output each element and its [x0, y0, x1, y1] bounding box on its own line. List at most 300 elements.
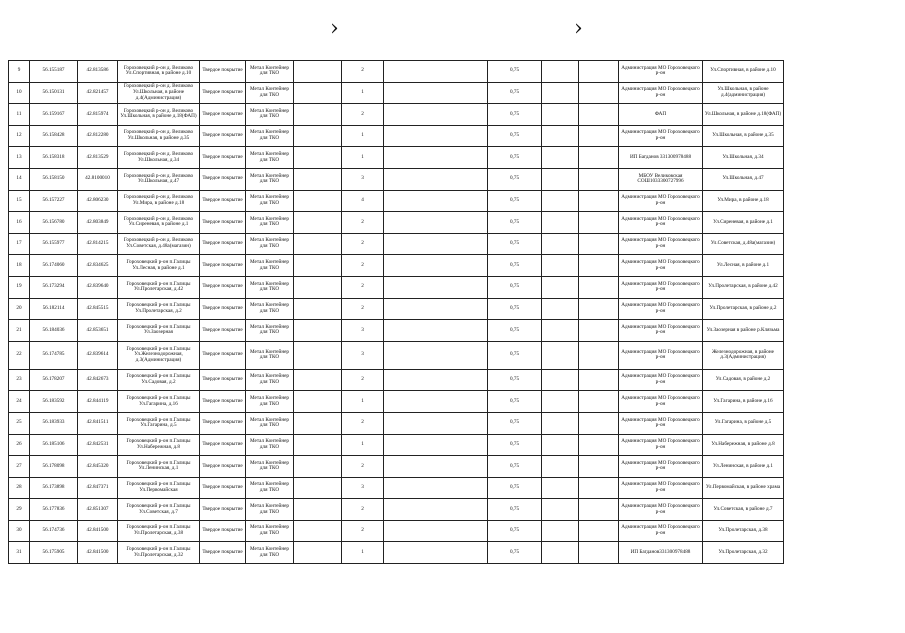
volume-cell: 0,75	[488, 456, 542, 478]
table-row	[9, 499, 784, 521]
longitude-cell: 42.841500	[78, 542, 118, 564]
volume-cell: 0,75	[488, 168, 542, 190]
blank-cell	[579, 233, 619, 255]
address-cell: Гороховецкий р-он п.Галицы Ул.Гагарина, д.16	[118, 391, 200, 413]
latitude-cell: 56.158428	[30, 125, 78, 147]
longitude-cell: 42.814215	[78, 233, 118, 255]
blank-cell	[294, 104, 342, 126]
container-type-cell: Метал Контейнер для ТКО	[246, 320, 294, 342]
surface-cell: Твердое покрытие	[200, 391, 246, 413]
surface-cell: Твердое покрытие	[200, 104, 246, 126]
blank-cell	[579, 369, 619, 391]
location-cell: Ул.Набережная, в районе д.8	[703, 434, 784, 456]
quantity-cell: 2	[342, 412, 384, 434]
volume-cell: 0,75	[488, 477, 542, 499]
owner-cell: Администрация МО Гороховецкого р-он	[619, 298, 703, 320]
address-cell: Гороховецкий р-он д. Великово Ул.Школьная, в районе д.35	[118, 125, 200, 147]
owner-cell: Администрация МО Гороховецкого р-он	[619, 125, 703, 147]
latitude-cell: 56.150131	[30, 82, 78, 104]
blank-cell	[579, 276, 619, 298]
owner-cell: Администрация МО Гороховецкого р-он	[619, 212, 703, 234]
blank-cell	[542, 125, 579, 147]
table-row	[9, 477, 784, 499]
blank-cell	[384, 341, 488, 369]
longitude-cell: 42.839640	[78, 276, 118, 298]
blank-cell	[294, 168, 342, 190]
row-number: 31	[9, 542, 30, 564]
latitude-cell: 56.155187	[30, 61, 78, 83]
row-number: 28	[9, 477, 30, 499]
container-type-cell: Метал Контейнер для ТКО	[246, 412, 294, 434]
container-type-cell: Метал Контейнер для ТКО	[246, 499, 294, 521]
blank-cell	[579, 147, 619, 169]
container-type-cell: Метал Контейнер для ТКО	[246, 369, 294, 391]
row-number: 21	[9, 320, 30, 342]
blank-cell	[384, 276, 488, 298]
table-row	[9, 298, 784, 320]
blank-cell	[579, 434, 619, 456]
table-row	[9, 542, 784, 564]
blank-cell	[294, 477, 342, 499]
address-cell: Гороховецкий р-он п.Галицы Ул.Пролетарская, д.2	[118, 298, 200, 320]
blank-cell	[579, 412, 619, 434]
longitude-cell: 42.815974	[78, 104, 118, 126]
latitude-cell: 56.155977	[30, 233, 78, 255]
blank-cell	[294, 212, 342, 234]
quantity-cell: 2	[342, 499, 384, 521]
volume-cell: 0,75	[488, 147, 542, 169]
longitude-cell: 42.844119	[78, 391, 118, 413]
quantity-cell: 1	[342, 434, 384, 456]
longitude-cell: 42.847371	[78, 477, 118, 499]
blank-cell	[384, 61, 488, 83]
address-cell: Гороховецкий р-он п.Галицы Ул.Ленинская, д.1	[118, 456, 200, 478]
blank-cell	[542, 434, 579, 456]
blank-cell	[579, 168, 619, 190]
row-number: 12	[9, 125, 30, 147]
blank-cell	[579, 341, 619, 369]
blank-cell	[579, 320, 619, 342]
blank-cell	[384, 434, 488, 456]
blank-cell	[542, 320, 579, 342]
quantity-cell: 2	[342, 369, 384, 391]
table-row	[9, 104, 784, 126]
volume-cell: 0,75	[488, 520, 542, 542]
volume-cell: 0,75	[488, 190, 542, 212]
row-number: 18	[9, 255, 30, 277]
location-cell: Ул.Школьная, в районе д.4(администрация)	[703, 82, 784, 104]
quantity-cell: 3	[342, 341, 384, 369]
latitude-cell: 56.156780	[30, 212, 78, 234]
volume-cell: 0,75	[488, 391, 542, 413]
container-type-cell: Метал Контейнер для ТКО	[246, 341, 294, 369]
latitude-cell: 56.178207	[30, 369, 78, 391]
blank-cell	[294, 190, 342, 212]
surface-cell: Твердое покрытие	[200, 125, 246, 147]
blank-cell	[579, 456, 619, 478]
blank-cell	[542, 104, 579, 126]
location-cell: Ул.Спортивная, в районе д.10	[703, 61, 784, 83]
address-cell: Гороховецкий р-он п.Галицы Ул.Заозерная	[118, 320, 200, 342]
row-number: 9	[9, 61, 30, 83]
blank-cell	[579, 190, 619, 212]
blank-cell	[542, 412, 579, 434]
owner-cell: Администрация МО Гороховецкого р-он	[619, 477, 703, 499]
blank-cell	[294, 369, 342, 391]
address-cell: Гороховецкий р-он п.Галицы Ул.Пролетарская, д.38	[118, 520, 200, 542]
address-cell: Гороховецкий р-он д. Великово Ул.Советская, д.48а(магазин)	[118, 233, 200, 255]
address-cell: Гороховецкий р-он д. Великово Ул.Школьная, д.47	[118, 168, 200, 190]
table-row	[9, 391, 784, 413]
blank-cell	[579, 125, 619, 147]
blank-cell	[384, 212, 488, 234]
row-number: 26	[9, 434, 30, 456]
table-row	[9, 341, 784, 369]
latitude-cell: 56.183592	[30, 391, 78, 413]
latitude-cell: 56.184036	[30, 320, 78, 342]
longitude-cell: 42.841500	[78, 520, 118, 542]
container-type-cell: Метал Контейнер для ТКО	[246, 61, 294, 83]
address-cell: Гороховецкий р-он д. Великово Ул.Школьная, д.34	[118, 147, 200, 169]
table-row	[9, 82, 784, 104]
container-type-cell: Метал Контейнер для ТКО	[246, 298, 294, 320]
table-row	[9, 412, 784, 434]
address-cell: Гороховецкий р-он п.Галицы Ул.Пролетарская, д.42	[118, 276, 200, 298]
container-type-cell: Метал Контейнер для ТКО	[246, 190, 294, 212]
owner-cell: Администрация МО Гороховецкого р-он	[619, 391, 703, 413]
quantity-cell: 2	[342, 233, 384, 255]
surface-cell: Твердое покрытие	[200, 212, 246, 234]
blank-cell	[294, 61, 342, 83]
latitude-cell: 56.158150	[30, 168, 78, 190]
container-type-cell: Метал Контейнер для ТКО	[246, 520, 294, 542]
quantity-cell: 1	[342, 391, 384, 413]
latitude-cell: 56.174736	[30, 520, 78, 542]
address-cell: Гороховецкий р-он п.Галицы Ул.Советская, д.7	[118, 499, 200, 521]
row-number: 30	[9, 520, 30, 542]
longitude-cell: 42.813529	[78, 147, 118, 169]
container-type-cell: Метал Контейнер для ТКО	[246, 82, 294, 104]
blank-cell	[542, 391, 579, 413]
blank-cell	[579, 61, 619, 83]
surface-cell: Твердое покрытие	[200, 168, 246, 190]
blank-cell	[384, 255, 488, 277]
quantity-cell: 1	[342, 82, 384, 104]
owner-cell: Администрация МО Гороховецкого р-он	[619, 255, 703, 277]
table-row	[9, 125, 784, 147]
blank-cell	[542, 477, 579, 499]
blank-cell	[384, 391, 488, 413]
container-type-cell: Метал Контейнер для ТКО	[246, 104, 294, 126]
blank-cell	[294, 542, 342, 564]
address-cell: Гороховецкий р-он д. Великово Ул.Школьная, в районе д.18(ФАП)	[118, 104, 200, 126]
register-table	[8, 60, 784, 564]
address-cell: Гороховецкий р-он п.Галицы Ул.Первомайская	[118, 477, 200, 499]
volume-cell: 0,75	[488, 125, 542, 147]
address-cell: Гороховецкий р-он п.Галицы Ул.Набережная, д.8	[118, 434, 200, 456]
owner-cell: МБОУ Великовская СОШ1033300727996	[619, 168, 703, 190]
location-cell: Ул.Первомайская, в районе храма	[703, 477, 784, 499]
surface-cell: Твердое покрытие	[200, 477, 246, 499]
blank-cell	[384, 520, 488, 542]
table-row	[9, 434, 784, 456]
row-number: 27	[9, 456, 30, 478]
blank-cell	[542, 212, 579, 234]
blank-cell	[294, 499, 342, 521]
blank-cell	[542, 456, 579, 478]
blank-cell	[384, 412, 488, 434]
quantity-cell: 2	[342, 61, 384, 83]
blank-cell	[542, 499, 579, 521]
blank-cell	[384, 542, 488, 564]
owner-cell: Администрация МО Гороховецкого р-он	[619, 520, 703, 542]
address-cell: Гороховецкий р-он п.Галицы Ул.Гагарина, д.5	[118, 412, 200, 434]
volume-cell: 0,75	[488, 499, 542, 521]
blank-cell	[542, 542, 579, 564]
table-row	[9, 212, 784, 234]
table-row	[9, 369, 784, 391]
row-number: 17	[9, 233, 30, 255]
volume-cell: 0,75	[488, 212, 542, 234]
longitude-cell: 42.803849	[78, 212, 118, 234]
longitude-cell: 42.834625	[78, 255, 118, 277]
row-number: 16	[9, 212, 30, 234]
blank-cell	[542, 341, 579, 369]
latitude-cell: 56.183933	[30, 412, 78, 434]
container-type-cell: Метал Контейнер для ТКО	[246, 391, 294, 413]
blank-cell	[294, 391, 342, 413]
surface-cell: Твердое покрытие	[200, 298, 246, 320]
owner-cell: Администрация МО Гороховецкого р-он	[619, 369, 703, 391]
blank-cell	[294, 233, 342, 255]
quantity-cell: 1	[342, 147, 384, 169]
owner-cell: Администрация МО Гороховецкого р-он	[619, 456, 703, 478]
blank-cell	[579, 212, 619, 234]
owner-cell: Администрация МО Гороховецкого р-он	[619, 320, 703, 342]
container-type-cell: Метал Контейнер для ТКО	[246, 477, 294, 499]
blank-cell	[542, 233, 579, 255]
longitude-cell: 42.842673	[78, 369, 118, 391]
table-row	[9, 276, 784, 298]
owner-cell: Администрация МО Гороховецкого р-он	[619, 61, 703, 83]
owner-cell: Администрация МО Гороховецкого р-он	[619, 341, 703, 369]
quantity-cell: 3	[342, 320, 384, 342]
row-number: 15	[9, 190, 30, 212]
surface-cell: Твердое покрытие	[200, 276, 246, 298]
blank-cell	[384, 499, 488, 521]
row-number: 10	[9, 82, 30, 104]
row-number: 14	[9, 168, 30, 190]
latitude-cell: 56.178098	[30, 456, 78, 478]
blank-cell	[542, 168, 579, 190]
volume-cell: 0,75	[488, 542, 542, 564]
blank-cell	[294, 434, 342, 456]
row-number: 29	[9, 499, 30, 521]
blank-cell	[542, 147, 579, 169]
blank-cell	[294, 341, 342, 369]
latitude-cell: 56.182114	[30, 298, 78, 320]
row-number: 24	[9, 391, 30, 413]
address-cell: Гороховецкий р-он д. Великово Ул.Сиреневая, в районе д.1	[118, 212, 200, 234]
table-row	[9, 255, 784, 277]
row-number: 22	[9, 341, 30, 369]
longitude-cell: 42.806230	[78, 190, 118, 212]
container-type-cell: Метал Контейнер для ТКО	[246, 434, 294, 456]
quantity-cell: 3	[342, 168, 384, 190]
row-number: 11	[9, 104, 30, 126]
surface-cell: Твердое покрытие	[200, 233, 246, 255]
surface-cell: Твердое покрытие	[200, 147, 246, 169]
blank-cell	[542, 298, 579, 320]
location-cell: Ул.Сиреневая, в районе д.1	[703, 212, 784, 234]
latitude-cell: 56.159167	[30, 104, 78, 126]
location-cell: Ул.Школьная, в районе д.35	[703, 125, 784, 147]
blank-cell	[294, 298, 342, 320]
quantity-cell: 2	[342, 255, 384, 277]
blank-cell	[542, 276, 579, 298]
latitude-cell: 56.175905	[30, 542, 78, 564]
surface-cell: Твердое покрытие	[200, 369, 246, 391]
table-row	[9, 456, 784, 478]
address-cell: Гороховецкий р-он д. Великово Ул.Мира, в районе д.18	[118, 190, 200, 212]
address-cell: Гороховецкий р-он п.Галицы Ул.Лесная, в районе д.1	[118, 255, 200, 277]
location-cell: Ул.Гагарина, в районе д.5	[703, 412, 784, 434]
longitude-cell: 42.813586	[78, 61, 118, 83]
owner-cell: Администрация МО Гороховецкого р-он	[619, 412, 703, 434]
blank-cell	[294, 456, 342, 478]
blank-cell	[384, 147, 488, 169]
blank-cell	[384, 477, 488, 499]
volume-cell: 0,75	[488, 412, 542, 434]
location-cell: Ул.Мира, в районе д.18	[703, 190, 784, 212]
address-cell: Гороховецкий р-он п.Галицы Ул.Садовая, д.2	[118, 369, 200, 391]
row-number: 19	[9, 276, 30, 298]
address-cell: Гороховецкий р-он п.Галицы Ул.Пролетарская, д.32	[118, 542, 200, 564]
blank-cell	[542, 61, 579, 83]
owner-cell: Администрация МО Гороховецкого р-он	[619, 233, 703, 255]
location-cell: Ул.Лесная, в районе д.1	[703, 255, 784, 277]
page-mark-left: ›	[330, 16, 339, 41]
owner-cell: Администрация МО Гороховецкого р-он	[619, 276, 703, 298]
row-number: 20	[9, 298, 30, 320]
volume-cell: 0,75	[488, 434, 542, 456]
blank-cell	[542, 82, 579, 104]
container-type-cell: Метал Контейнер для ТКО	[246, 233, 294, 255]
surface-cell: Твердое покрытие	[200, 520, 246, 542]
row-number: 25	[9, 412, 30, 434]
blank-cell	[579, 520, 619, 542]
surface-cell: Твердое покрытие	[200, 341, 246, 369]
location-cell: Ул.Пролетарская, в районе д.42	[703, 276, 784, 298]
surface-cell: Твердое покрытие	[200, 190, 246, 212]
location-cell: Ул.Заозерная в районе р.Клязьма	[703, 320, 784, 342]
address-cell: Гороховецкий р-он д. Великово Ул.Спортивная, в районе д.10	[118, 61, 200, 83]
location-cell: Ул.Ленинская, в районе д.1	[703, 456, 784, 478]
blank-cell	[579, 104, 619, 126]
longitude-cell: 42.845515	[78, 298, 118, 320]
blank-cell	[579, 499, 619, 521]
address-cell: Гороховецкий р-он п.Галицы Ул.Железнодорожная, д.3(Администрация)	[118, 341, 200, 369]
volume-cell: 0,75	[488, 255, 542, 277]
latitude-cell: 56.173294	[30, 276, 78, 298]
blank-cell	[579, 255, 619, 277]
surface-cell: Твердое покрытие	[200, 61, 246, 83]
blank-cell	[579, 477, 619, 499]
latitude-cell: 56.157227	[30, 190, 78, 212]
longitude-cell: 42.821457	[78, 82, 118, 104]
blank-cell	[384, 233, 488, 255]
volume-cell: 0,75	[488, 320, 542, 342]
register-rows	[9, 61, 784, 564]
surface-cell: Твердое покрытие	[200, 320, 246, 342]
latitude-cell: 56.158318	[30, 147, 78, 169]
latitude-cell: 56.174785	[30, 341, 78, 369]
table-row	[9, 320, 784, 342]
quantity-cell: 2	[342, 456, 384, 478]
blank-cell	[542, 369, 579, 391]
blank-cell	[579, 391, 619, 413]
location-cell: Ул.Школьная, в районе д.18(ФАП)	[703, 104, 784, 126]
longitude-cell: 42.841511	[78, 412, 118, 434]
blank-cell	[579, 542, 619, 564]
location-cell: Ул.Советская, в районе д.7	[703, 499, 784, 521]
blank-cell	[579, 82, 619, 104]
owner-cell: ФАП	[619, 104, 703, 126]
blank-cell	[294, 125, 342, 147]
volume-cell: 0,75	[488, 104, 542, 126]
page-mark-right: ›	[574, 16, 583, 41]
blank-cell	[384, 125, 488, 147]
longitude-cell: 42.851307	[78, 499, 118, 521]
blank-cell	[294, 520, 342, 542]
blank-cell	[542, 520, 579, 542]
location-cell: Ул.Школьная, д.47	[703, 168, 784, 190]
blank-cell	[294, 255, 342, 277]
table-row	[9, 168, 784, 190]
container-type-cell: Метал Контейнер для ТКО	[246, 168, 294, 190]
surface-cell: Твердое покрытие	[200, 499, 246, 521]
location-cell: Ул.Садовая, в районе д.2	[703, 369, 784, 391]
volume-cell: 0,75	[488, 233, 542, 255]
quantity-cell: 2	[342, 276, 384, 298]
volume-cell: 0,75	[488, 61, 542, 83]
surface-cell: Твердое покрытие	[200, 412, 246, 434]
volume-cell: 0,75	[488, 369, 542, 391]
quantity-cell: 1	[342, 542, 384, 564]
location-cell: Ул.Гагарина, в районе д.16	[703, 391, 784, 413]
address-cell: Гороховецкий р-он д. Великово Ул.Школьная, в районе д.4(Администрация)	[118, 82, 200, 104]
blank-cell	[384, 82, 488, 104]
longitude-cell: 42.8100010	[78, 168, 118, 190]
volume-cell: 0,75	[488, 298, 542, 320]
container-type-cell: Метал Контейнер для ТКО	[246, 542, 294, 564]
blank-cell	[542, 190, 579, 212]
owner-cell: Администрация МО Гороховецкого р-он	[619, 499, 703, 521]
table-row	[9, 190, 784, 212]
blank-cell	[384, 320, 488, 342]
blank-cell	[294, 147, 342, 169]
longitude-cell: 42.853651	[78, 320, 118, 342]
quantity-cell: 1	[342, 125, 384, 147]
table-row	[9, 61, 784, 83]
longitude-cell: 42.845320	[78, 456, 118, 478]
blank-cell	[542, 255, 579, 277]
blank-cell	[384, 369, 488, 391]
blank-cell	[294, 320, 342, 342]
owner-cell: ИП Багданов 331300978488	[619, 147, 703, 169]
location-cell: Ул.Пролетарская, д.32	[703, 542, 784, 564]
table-row	[9, 233, 784, 255]
